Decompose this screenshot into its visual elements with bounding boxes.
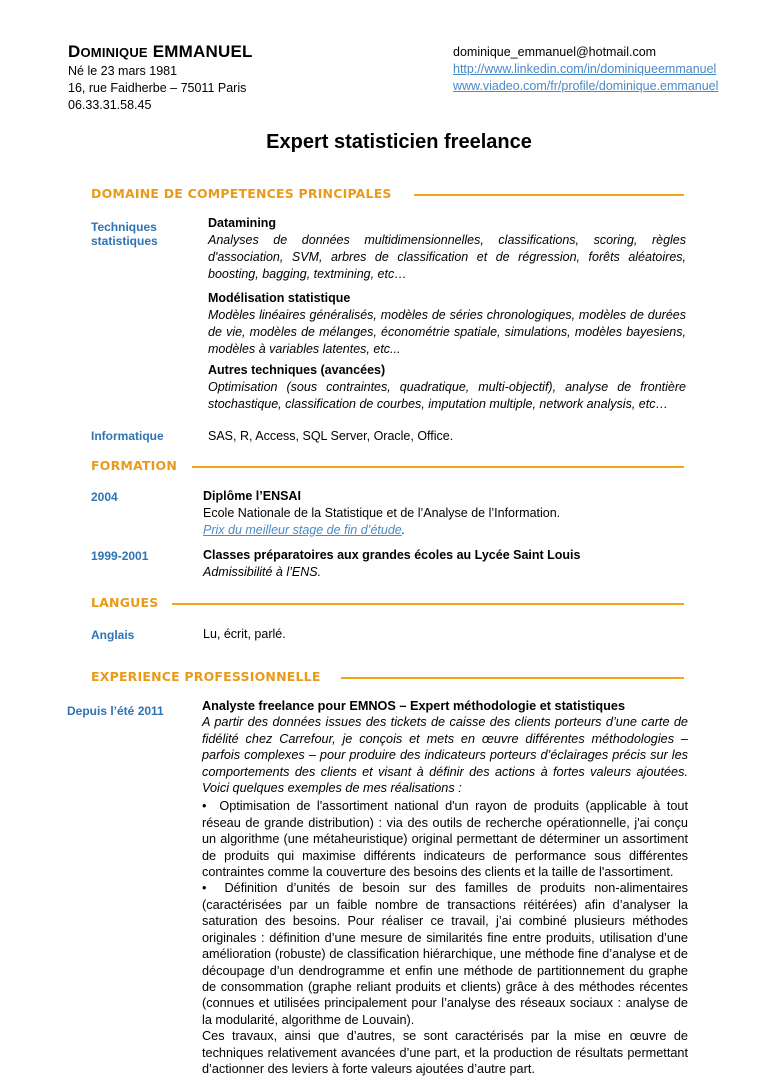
page-title: Expert statisticien freelance bbox=[266, 131, 532, 153]
section-rule bbox=[414, 194, 684, 196]
label-line: Techniques bbox=[91, 220, 157, 234]
first-name-initial: D bbox=[68, 42, 81, 61]
address: 16, rue Faidherbe – 75011 Paris bbox=[68, 81, 247, 95]
modelisation-title: Modélisation statistique bbox=[208, 291, 351, 305]
section-heading-competences: DOMAINE DE COMPETENCES PRINCIPALES bbox=[91, 186, 392, 201]
prize-link[interactable]: Prix du meilleur stage de fin d’étude bbox=[203, 523, 402, 537]
linkedin-link[interactable]: http://www.linkedin.com/in/dominiqueemmanuel bbox=[453, 62, 717, 76]
personal-info bbox=[68, 63, 246, 114]
experience-date: Depuis l’été 2011 bbox=[67, 704, 164, 718]
viadeo-link[interactable]: www.viadeo.com/fr/profile/dominique.emmanuel bbox=[453, 79, 719, 93]
informatique-text: SAS, R, Access, SQL Server, Oracle, Office. bbox=[208, 429, 454, 443]
formation-title: Diplôme l’ENSAI bbox=[203, 489, 301, 503]
email[interactable]: dominique_emmanuel@hotmail.com bbox=[453, 45, 657, 59]
experience-bullet: • Définition d’unités de besoin sur des familles de produits non-alimentaires (caractérisées par un faible nombre de transactions réitérées) afin d’analyser la saturation des besoins. Pour réaliser ce travail, j’ai combiné plusieurs méthodes originales : définition d’une mesure de similarités fine entre produits, utilisation d’une amélioration (robuste) de classification hiérarchique, une méthode fine d’analyse et de découpage d’un dendrogramme et enfin une méthode de partitionnement du graphe de consommation (graphe reliant produits et clients) grâce à des méthodes récentes (connues et utilisées principalement pour l’analyse des réseaux sociaux : analyse de la modularité, algorithme de Louvain). bbox=[202, 881, 688, 1027]
formation-item bbox=[203, 488, 683, 539]
datamining-block bbox=[208, 215, 686, 283]
section-rule bbox=[172, 603, 684, 605]
label-informatique: Informatique bbox=[91, 429, 164, 443]
label-techniques bbox=[91, 220, 158, 248]
bullet-text: Définition d’unités de besoin sur des familles de produits non-alimentaires (caractérisées par un faible nombre de transactions réitérées) afin d’analyser la saturation des besoins. Pour réaliser ce travail, j’ai combiné plusieurs méthodes originales : définition d’une mesure de similarités fine entre produits, utilisation d’une amélioration (robuste) de classification hiérarchique, une méthode fine d’analyse et de découpage d’un dendrogramme et enfin une méthode de partitionnement du graphe de consommation (graphe reliant produits et clients) grâce à des méthodes récentes (connues et utilisées principalement pour l’analyse des réseaux sociaux : analyse de la modularité, algorithme de Louvain). bbox=[202, 881, 688, 1027]
experience-intro: A partir des données issues des tickets de caisse des clients porteurs d’une carte de fidélité chez Carrefour, je conçois et mets en œuvre différentes méthodologies – parfois complexes – pour produire des indicateurs porteurs d’éclairages précis sur les comportements des clients et visant à définir des actions à fortes valeurs ajoutées. Voici quelques exemples de mes réalisations : bbox=[202, 715, 688, 796]
experience-item bbox=[202, 698, 688, 1077]
contact-block bbox=[453, 44, 718, 95]
experience-role: Analyste freelance pour EMNOS – Expert méthodologie et statistiques bbox=[202, 699, 626, 713]
datamining-title: Datamining bbox=[208, 216, 277, 230]
experience-closing: Ces travaux, ainsi que d’autres, se sont caractérisés par la mise en œuvre de techniques relativement avancées d’une part, et la production de résultats permettant d’actionner des leviers à forte valeurs ajoutées d’autre part. bbox=[202, 1029, 688, 1076]
formation-year: 1999-2001 bbox=[91, 549, 149, 563]
experience-bullet: • Optimisation de l'assortiment national d'un rayon de produits (applicable à tout réseau de grande distribution) : via des outils de recherche opérationnelle, j'ai conçu un algorithme (une métaheuristique) original permettant de déterminer un assortiment de produits qui maximise différents indicateurs de performance sous différentes contraintes comme la couverture des besoins des clients et la taille de l'assortiment. bbox=[202, 799, 688, 880]
modelisation-block bbox=[208, 290, 686, 358]
phone: 06.33.31.58.45 bbox=[68, 98, 152, 112]
autres-block bbox=[208, 362, 686, 413]
last-name: EMMANUEL bbox=[152, 42, 253, 61]
modelisation-text: Modèles linéaires généralisés, modèles de séries chronologiques, modèles de durées de vie, modèles de mélanges, économétrie spatiale, simulations, modèles bayesiens, modèles à variables latentes, etc... bbox=[208, 308, 686, 356]
candidate-name bbox=[68, 42, 253, 62]
language-level: Lu, écrit, parlé. bbox=[203, 627, 286, 641]
birth-date: Né le 23 mars 1981 bbox=[68, 64, 178, 78]
section-rule bbox=[192, 466, 684, 468]
section-heading-experience: EXPERIENCE PROFESSIONNELLE bbox=[91, 669, 321, 684]
autres-text: Optimisation (sous contraintes, quadratique, multi-objectif), analyse de frontière stochastique, classification de courbes, imputation multiple, network analysis, etc… bbox=[208, 380, 686, 411]
formation-detail: Admissibilité à l’ENS. bbox=[203, 565, 322, 579]
bullet-text: Optimisation de l'assortiment national d'un rayon de produits (applicable à tout réseau de grande distribution) : via des outils de recherche opérationnelle, j'ai conçu un algorithme (une métaheuristique) original permettant de déterminer un assortiment de produits qui maximise différents indicateurs de performance sous différentes contraintes comme la couverture des besoins des clients et la taille de l'assortiment. bbox=[202, 799, 688, 880]
formation-prize: Prix du meilleur stage de fin d’étude. bbox=[203, 523, 406, 537]
language-label: Anglais bbox=[91, 628, 135, 642]
section-heading-langues: LANGUES bbox=[91, 595, 159, 610]
label-line: statistiques bbox=[91, 234, 158, 248]
datamining-text: Analyses de données multidimensionnelles, classifications, scoring, règles d'association, SVM, arbres de classification et de régression, forêts aléatoires, boosting, bagging, textmining, etc… bbox=[208, 233, 686, 281]
first-name-rest: OMINIQUE bbox=[80, 45, 148, 60]
section-heading-formation: FORMATION bbox=[91, 458, 177, 473]
formation-item bbox=[203, 547, 683, 581]
section-rule bbox=[341, 677, 684, 679]
formation-year: 2004 bbox=[91, 490, 118, 504]
autres-title: Autres techniques (avancées) bbox=[208, 363, 386, 377]
formation-title: Classes préparatoires aux grandes écoles au Lycée Saint Louis bbox=[203, 548, 581, 562]
formation-school: Ecole Nationale de la Statistique et de l’Analyse de l’Information. bbox=[203, 506, 561, 520]
